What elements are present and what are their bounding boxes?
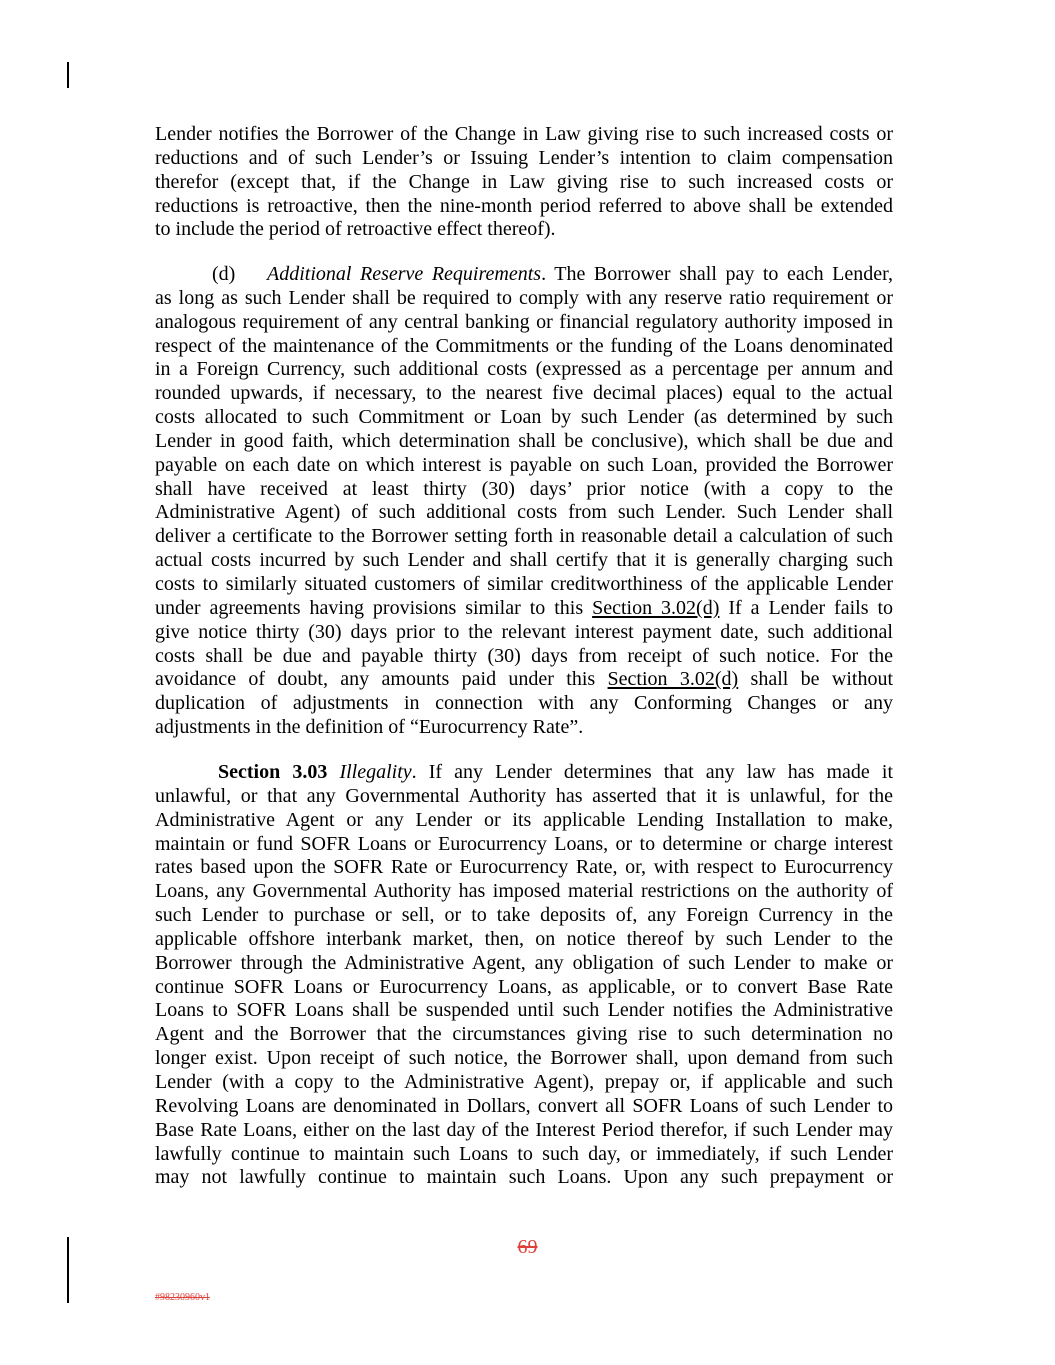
document-line	[155, 904, 893, 928]
text-run: adjustments in the definition of “Eurocurrency Rate”.	[155, 716, 584, 739]
document-line	[155, 382, 893, 406]
text-run: shall have received at least thirty (30) days’ prior notice (with a copy to the	[155, 477, 893, 500]
document-line	[155, 1023, 893, 1047]
document-line	[155, 1166, 893, 1190]
document-line	[155, 999, 893, 1023]
document-line	[155, 454, 893, 478]
text-run: Agent and the Borrower that the circumstances giving rise to such determination no	[155, 1023, 893, 1046]
document-line	[155, 597, 893, 621]
document-line	[155, 123, 893, 147]
text-run: longer exist. Upon receipt of such notice, the Borrower shall, upon demand from such	[155, 1047, 893, 1070]
text-run: . If any Lender determines that any law has made it	[411, 761, 894, 783]
text-run: reductions and of such Lender’s or Issuing Lender’s intention to claim compensation	[155, 146, 893, 169]
document-line	[155, 358, 893, 382]
text-run: may not lawfully continue to maintain such Loans. Upon any such prepayment or	[155, 1166, 893, 1189]
document-line	[155, 549, 893, 573]
document-line	[155, 976, 893, 1000]
text-run: to include the period of retroactive effect thereof).	[155, 218, 556, 241]
italic-heading-run: Additional Reserve Requirements	[267, 263, 542, 285]
text-run: Loans to SOFR Loans shall be suspended until such Lender notifies the Administrative	[155, 999, 893, 1022]
text-run: analogous requirement of any central banking or financial regulatory authority imposed in	[155, 310, 893, 333]
text-run: Lender notifies the Borrower of the Change in Law giving rise to such increased costs or	[155, 123, 893, 145]
document-line	[155, 668, 893, 692]
section-heading-run: Section 3.03	[218, 761, 328, 783]
paragraph-section-3-03-illegality	[155, 761, 893, 1190]
document-line	[155, 171, 893, 195]
paragraph-additional-reserve-requirements	[155, 263, 893, 740]
italic-heading-run: Illegality	[339, 761, 412, 783]
document-line	[155, 1071, 893, 1095]
document-line	[155, 692, 893, 716]
document-line	[155, 785, 893, 809]
document-line	[155, 263, 893, 287]
document-line	[155, 525, 893, 549]
text-run: reductions is retroactive, then the nine-month period referred to above shall be extended	[155, 194, 893, 217]
text-run: costs allocated to such Commitment or Loan by such Lender (as determined by such	[155, 406, 893, 429]
document-line	[155, 952, 893, 976]
text-run: rates based upon the SOFR Rate or Eurocurrency Rate, or, with respect to Eurocurrency	[155, 856, 893, 879]
text-run: applicable offshore interbank market, then, on notice thereof by such Lender to the	[155, 927, 893, 950]
text-run: in a Foreign Currency, such additional costs (expressed as a percentage per annum and	[155, 358, 893, 381]
text-run: . The Borrower shall pay to each Lender,	[541, 263, 893, 285]
text-run: costs shall be due and payable thirty (30) days from receipt of such notice. For the	[155, 644, 893, 667]
text-run: lawfully continue to maintain such Loans to such day, or immediately, if such Lender	[155, 1142, 893, 1165]
text-run: payable on each date on which interest is payable on such Loan, provided the Borrower	[155, 453, 893, 476]
document-line	[155, 287, 893, 311]
document-line	[155, 716, 893, 740]
text-run: therefor (except that, if the Change in Law giving rise to such increased costs or	[155, 170, 893, 193]
document-line	[155, 761, 893, 785]
document-line	[155, 335, 893, 359]
text-run	[327, 761, 339, 783]
document-line	[155, 856, 893, 880]
text-run: such Lender to purchase or sell, or to take deposits of, any Foreign Currency in the	[155, 904, 893, 927]
text-run: duplication of adjustments in connection with any Conforming Changes or any	[155, 692, 893, 715]
text-run: Base Rate Loans, either on the last day of the Interest Period therefor, if such Lender may	[155, 1118, 893, 1141]
text-run: actual costs incurred by such Lender and shall certify that it is generally charging such	[155, 549, 893, 572]
cross-reference-run: Section 3.02(d)	[592, 596, 720, 619]
document-line	[155, 478, 893, 502]
document-line	[155, 218, 893, 242]
text-run: rounded upwards, if necessary, to the nearest five decimal places) equal to the actual	[155, 382, 893, 405]
page-number: 69	[517, 1236, 538, 1258]
text-run: Administrative Agent or any Lender or its applicable Lending Installation to make,	[155, 808, 893, 831]
document-line	[155, 311, 893, 335]
text-run: deliver a certificate to the Borrower setting forth in reasonable detail a calculation of such	[155, 525, 893, 548]
text-run: Borrower through the Administrative Agent, any obligation of such Lender to make or	[155, 951, 893, 974]
text-run: If a Lender fails to	[719, 596, 894, 619]
document-line	[155, 1119, 893, 1143]
document-line	[155, 1095, 893, 1119]
text-run: avoidance of doubt, any amounts paid under this	[155, 668, 608, 691]
text-run: under agreements having provisions similar to this	[155, 596, 593, 619]
document-line	[155, 1047, 893, 1071]
document-line	[155, 621, 893, 645]
text-run: Loans, any Governmental Authority has imposed material restrictions on the authority of	[155, 880, 893, 903]
text-run: give notice thirty (30) days prior to the relevant interest payment date, such additional	[155, 620, 893, 643]
cross-reference-run: Section 3.02(d)	[607, 668, 739, 691]
text-run: respect of the maintenance of the Commitments or the funding of the Loans denominated	[155, 334, 893, 357]
text-run: unlawful, or that any Governmental Authority has asserted that it is unlawful, for the	[155, 784, 893, 807]
text-run: Administrative Agent) of such additional costs from such Lender. Such Lender shall	[155, 501, 893, 524]
text-run: Lender (with a copy to the Administrative Agent), prepay or, if applicable and such	[155, 1070, 893, 1093]
paragraph-continued-from-previous-page	[155, 123, 893, 242]
text-run: Revolving Loans are denominated in Dollars, convert all SOFR Loans of such Lender to	[155, 1094, 893, 1117]
document-line	[155, 1143, 893, 1167]
document-line	[155, 195, 893, 219]
document-line	[155, 645, 893, 669]
text-run: as long as such Lender shall be required to comply with any reserve ratio requirement or	[155, 286, 893, 309]
document-line	[155, 406, 893, 430]
document-line	[155, 430, 893, 454]
text-run: costs to similarly situated customers of similar creditworthiness of the applicable Lender	[155, 572, 893, 595]
document-line	[155, 573, 893, 597]
document-line	[155, 809, 893, 833]
text-run: shall be without	[738, 668, 893, 691]
document-line	[155, 833, 893, 857]
clause-label: (d)	[212, 263, 236, 285]
document-line	[155, 928, 893, 952]
document-line	[155, 147, 893, 171]
text-run: Lender in good faith, which determination shall be conclusive), which shall be due and	[155, 429, 893, 452]
document-line	[155, 880, 893, 904]
revision-change-bar-top	[67, 62, 69, 88]
text-run: maintain or fund SOFR Loans or Eurocurrency Loans, or to determine or charge interest	[155, 832, 893, 855]
document-line	[155, 501, 893, 525]
document-id: #98230960v1	[155, 1292, 210, 1303]
text-run: continue SOFR Loans or Eurocurrency Loans, as applicable, or to convert Base Rate	[155, 975, 893, 998]
